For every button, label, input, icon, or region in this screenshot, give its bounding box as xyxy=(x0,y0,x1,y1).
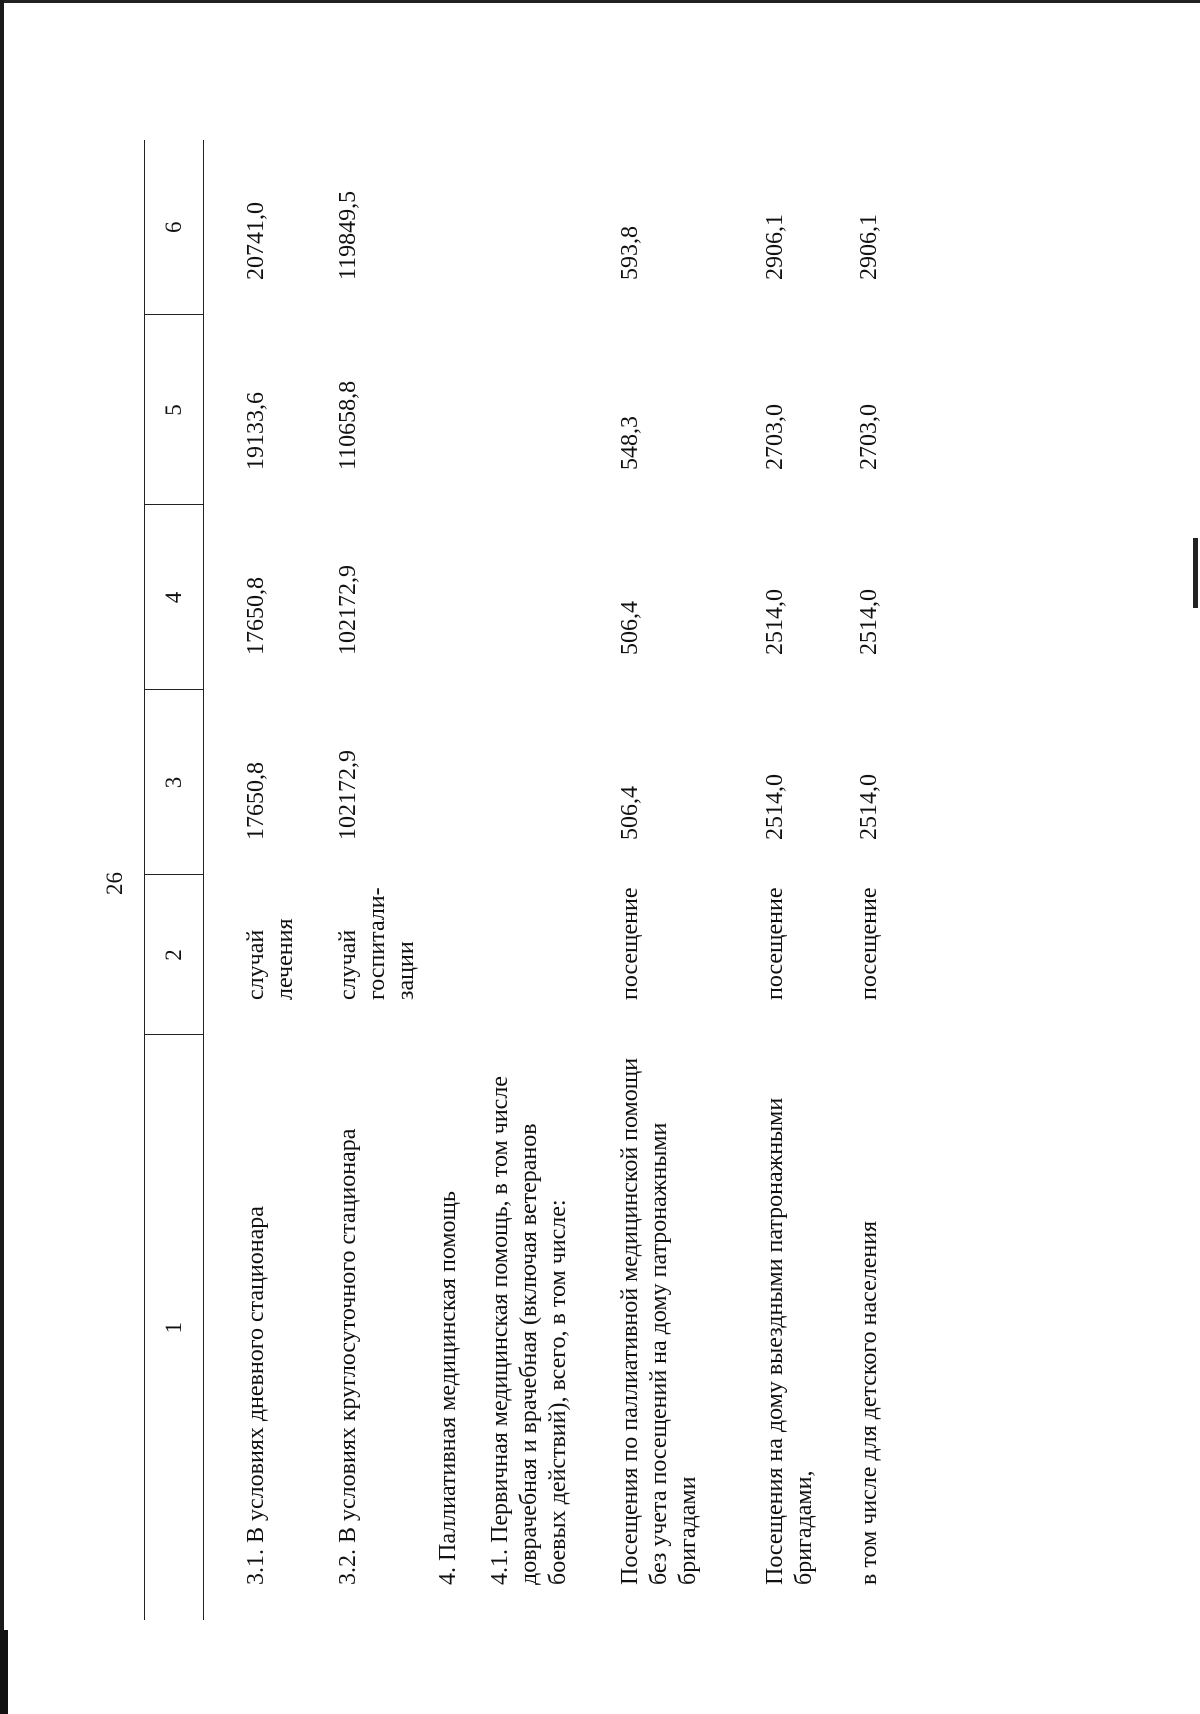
row-value: 119849,5 xyxy=(335,190,361,280)
row-value: 2703,0 xyxy=(856,404,883,470)
row-value: 17650,8 xyxy=(243,577,269,655)
row-value: 2514,0 xyxy=(856,589,883,655)
column-header: 5 xyxy=(145,315,204,505)
table-row xyxy=(420,140,470,1620)
row-unit: случай лечения xyxy=(243,918,298,1000)
table-row xyxy=(751,140,841,1620)
row-value xyxy=(420,315,470,505)
row-value: 110658,8 xyxy=(335,380,361,470)
row-value: 506,4 xyxy=(617,786,644,840)
row-unit: случай госпитали-зации xyxy=(335,887,419,1000)
row-value: 2514,0 xyxy=(762,774,789,840)
row-value: 2906,1 xyxy=(856,214,883,280)
row-label: Посещения по паллиативной медицинской помощи без учета посещений на дому патронажными бригадами xyxy=(617,1057,701,1585)
scan-mark xyxy=(1193,538,1198,608)
row-value xyxy=(470,315,606,505)
table-row xyxy=(606,140,751,1620)
table-row xyxy=(470,140,606,1620)
row-value: 548,3 xyxy=(617,416,644,470)
row-value xyxy=(420,690,470,875)
table-row xyxy=(204,140,303,1620)
column-header: 4 xyxy=(145,505,204,690)
tariff-table xyxy=(144,140,895,1620)
row-value xyxy=(470,505,606,690)
table-header-row xyxy=(145,140,204,1620)
row-value xyxy=(420,140,470,315)
scan-mark xyxy=(0,1630,8,1714)
row-value: 2514,0 xyxy=(856,774,883,840)
scan-edge-top xyxy=(0,0,1200,3)
row-label: 4. Паллиативная медицинская помощь xyxy=(435,1191,462,1585)
row-label: 3.1. В условиях дневного стационара xyxy=(243,1206,269,1585)
row-unit: посещение xyxy=(856,887,883,1000)
column-header: 1 xyxy=(145,1035,204,1620)
row-value xyxy=(470,140,606,315)
table-row xyxy=(302,140,420,1620)
scan-edge-left xyxy=(0,0,4,1714)
row-value: 17650,8 xyxy=(243,762,269,840)
page-number: 26 xyxy=(102,872,127,895)
row-unit xyxy=(420,875,470,1035)
column-header: 2 xyxy=(145,875,204,1035)
row-value: 2703,0 xyxy=(762,404,789,470)
row-label: Посещения на дому выездными патронажными бригадами, xyxy=(762,1097,818,1585)
row-unit: посещение xyxy=(617,887,644,1000)
row-value xyxy=(420,505,470,690)
row-unit xyxy=(470,875,606,1035)
row-label: в том числе для детского населения xyxy=(856,1220,883,1585)
row-value: 506,4 xyxy=(617,601,644,655)
row-label: 4.1. Первичная медицинская помощь, в том числе доврачебная и врачебная (включая ветеранов боевых действий), всего, в том числе: xyxy=(487,1076,571,1585)
row-unit: посещение xyxy=(762,887,789,1000)
row-value: 2906,1 xyxy=(762,214,789,280)
row-value xyxy=(470,690,606,875)
column-header: 3 xyxy=(145,690,204,875)
row-value: 2514,0 xyxy=(762,589,789,655)
column-header: 6 xyxy=(145,140,204,315)
row-value: 593,8 xyxy=(617,226,644,280)
row-label: 3.2. В условиях круглосуточного стационара xyxy=(335,1128,361,1585)
row-value: 20741,0 xyxy=(243,202,269,280)
row-value: 102172,9 xyxy=(335,565,361,655)
rotated-page-content xyxy=(102,140,962,1620)
table-row xyxy=(841,140,895,1620)
row-value: 19133,6 xyxy=(243,392,269,470)
row-value: 102172,9 xyxy=(335,750,361,840)
